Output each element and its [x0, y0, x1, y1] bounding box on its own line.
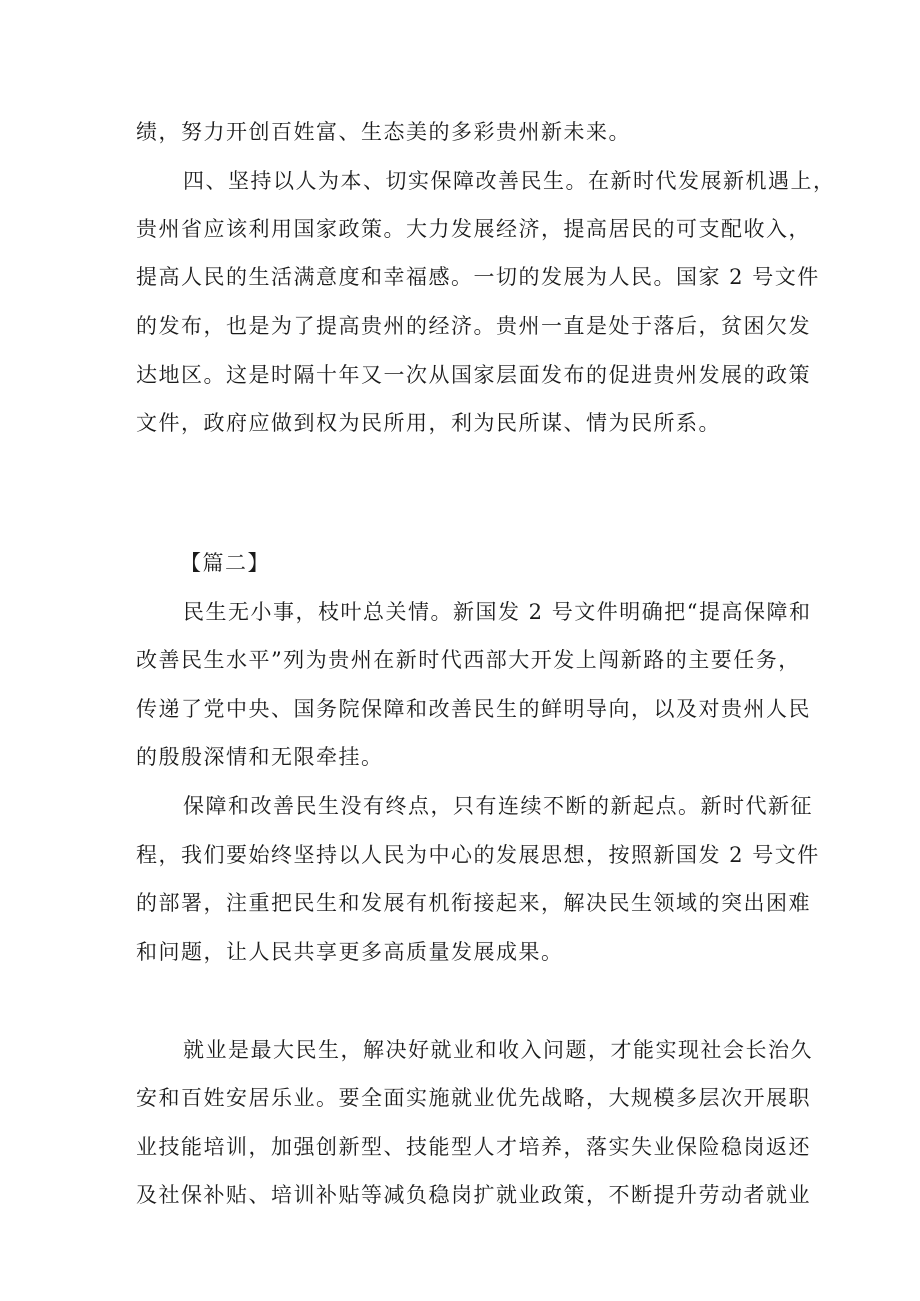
- text-line: 的部署，注重把民生和发展有机衔接起来，解决民生领域的突出困难: [136, 891, 811, 915]
- text-line: 就业是最大民生，解决好就业和收入问题，才能实现社会长治久: [183, 1038, 813, 1062]
- text-line: 绩，努力开创百姓富、生态美的多彩贵州新未来。: [136, 120, 631, 144]
- text-line: 文件，政府应做到权为民所用，利为民所谋、情为民所系。: [136, 411, 721, 435]
- text-line: 四、坚持以人为本、切实保障改善民生。在新时代发展新机遇上，: [183, 169, 836, 193]
- text-line: 业技能培训，加强创新型、技能型人才培养，落实失业保险稳岗返还: [136, 1135, 811, 1159]
- text-line: 安和百姓安居乐业。要全面实施就业优先战略，大规模多层次开展职: [136, 1086, 811, 1110]
- text-line: 贵州省应该利用国家政策。大力发展经济，提高居民的可支配收入，: [136, 217, 811, 241]
- text-line: 民生无小事，枝叶总关情。新国发 2 号文件明确把“提高保障和: [183, 600, 812, 624]
- text-line: 的发布，也是为了提高贵州的经济。贵州一直是处于落后，贫困欠发: [136, 314, 811, 338]
- text-line: 及社保补贴、培训补贴等减负稳岗扩就业政策，不断提升劳动者就业: [136, 1183, 811, 1207]
- text-line: 改善民生水平”列为贵州在新时代西部大开发上闯新路的主要任务，: [136, 648, 801, 672]
- text-line: 保障和改善民生没有终点，只有连续不断的新起点。新时代新征: [183, 794, 813, 818]
- section-heading: 【篇二】: [180, 551, 270, 575]
- text-line: 达地区。这是时隔十年又一次从国家层面发布的促进贵州发展的政策: [136, 363, 811, 387]
- text-line: 提高人民的生活满意度和幸福感。一切的发展为人民。国家 2 号文件: [136, 265, 820, 289]
- text-line: 传递了党中央、国务院保障和改善民生的鲜明导向，以及对贵州人民: [136, 697, 811, 721]
- text-line: 和问题，让人民共享更多高质量发展成果。: [136, 940, 564, 964]
- text-line: 程，我们要始终坚持以人民为中心的发展思想，按照新国发 2 号文件: [136, 843, 820, 867]
- text-line: 的殷殷深情和无限牵挂。: [136, 745, 384, 769]
